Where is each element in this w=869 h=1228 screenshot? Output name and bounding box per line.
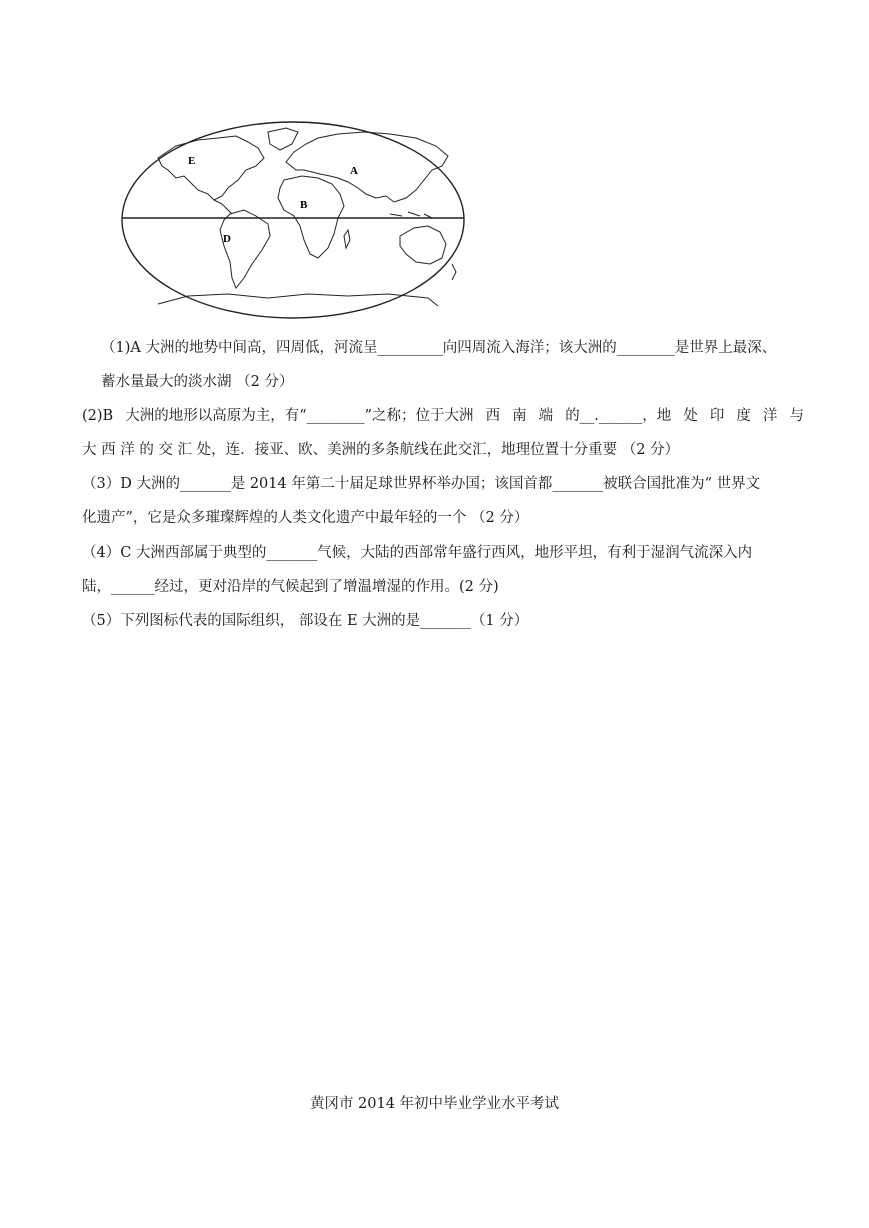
question-2-token: 印 [709, 408, 725, 424]
continent-label-a: A [350, 165, 358, 177]
question-2-token: 的__.______，地 [565, 408, 672, 424]
question-2-token: 洋 [762, 408, 778, 424]
world-map-figure [118, 118, 468, 322]
question-2-token: 南 [512, 408, 527, 424]
question-3-line-1: （3）D 大洲的_______是 2014 年第二十届足球世界杯举办国；该国首都_______被联合国批准为“ 世界文 [82, 476, 761, 492]
question-4-line-2: 陆，______经过，更对沿岸的气候起到了增温增湿的作用。(2 分) [82, 579, 499, 595]
question-2-token: 西 [485, 408, 501, 424]
question-2-token: 大洲的地形以高原为主，有“________”之称；位于大洲 [125, 408, 474, 424]
question-2-token: (2)B [82, 408, 114, 424]
continent-label-d: D [223, 233, 231, 245]
new-zealand-outline [452, 264, 456, 280]
question-3-line-2: 化遗产”，它是众多璀璨辉煌的人类文化遗产中最年轻的一个 （2 分） [82, 510, 529, 526]
question-2-token: 度 [736, 408, 751, 424]
question-4-line-1: （4）C 大洲西部属于典型的_______气候，大陆的西部常年盛行西风，地形平坦，有利于湿润气流深入内 [82, 545, 753, 561]
question-2-line-1 [82, 406, 804, 426]
question-2-token: 端 [538, 408, 554, 424]
continent-label-e: E [188, 155, 196, 167]
question-1-line-2: 蓄水量最大的淡水湖 （2 分） [101, 374, 294, 390]
question-5-line-1: （5）下列图标代表的国际组织， 部设在 E 大洲的是_______（1 分） [82, 613, 529, 629]
question-2-token: 与 [789, 408, 804, 424]
question-1-line-1: （1)A 大洲的地势中间高，四周低，河流呈_________向四周流入海洋；该大洲的________是世界上最深、 [101, 340, 777, 356]
map-frame-outline [122, 122, 464, 318]
question-2-token: 处 [683, 408, 698, 424]
page-footer: 黄冈市 2014 年初中毕业学业水平考试 [309, 1096, 560, 1112]
continent-label-b: B [300, 199, 308, 211]
question-2-line-2: 大 西 洋 的 交 汇 处，连．接亚、欧、美洲的多条航线在此交汇，地理位置十分重要 （2 分） [82, 442, 680, 458]
